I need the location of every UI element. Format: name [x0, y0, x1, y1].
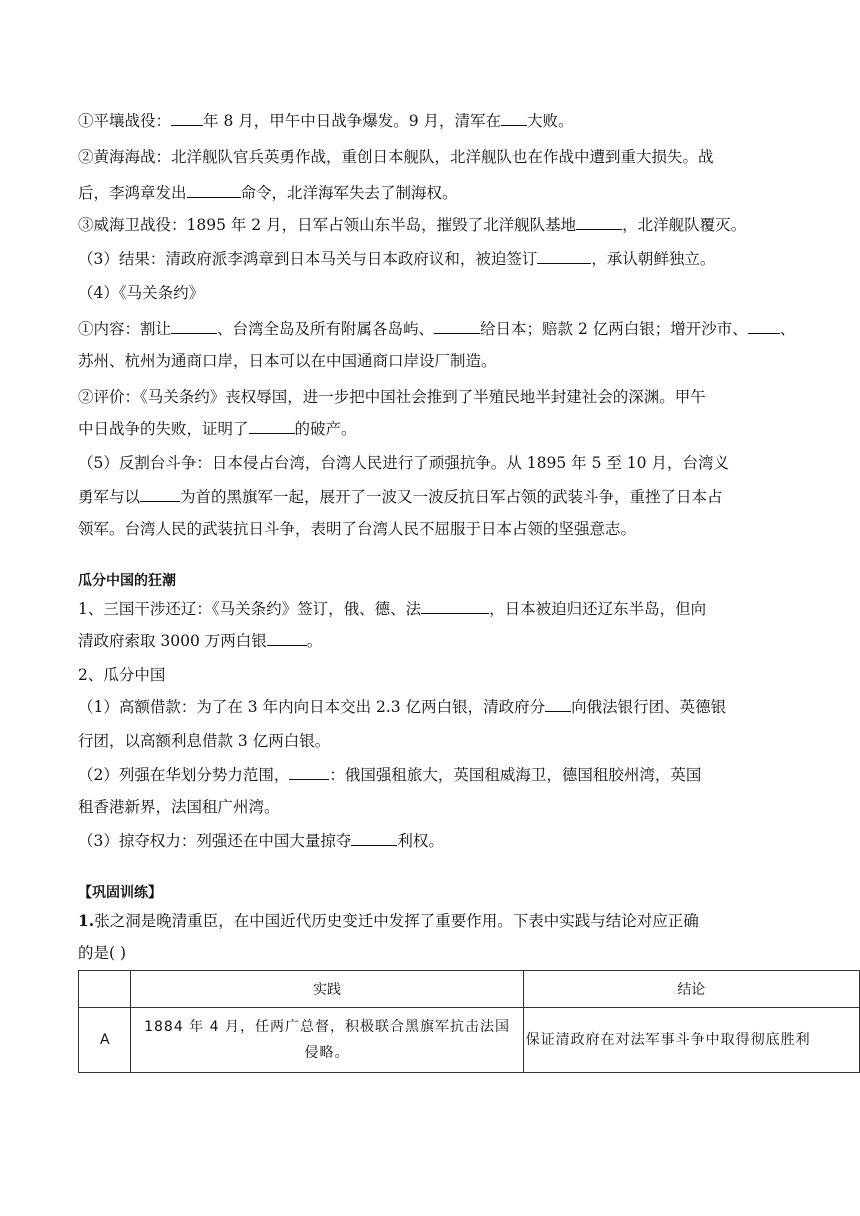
text: 中日战争的失败，证明了: [78, 420, 249, 438]
fill-blank[interactable]: [545, 696, 571, 712]
fill-blank[interactable]: [187, 182, 241, 198]
question-1-line-2: 的是( ): [78, 944, 127, 962]
text: 、台湾全岛及所有附属各岛屿、: [217, 320, 435, 338]
table-row: [79, 1008, 860, 1073]
fill-blank[interactable]: [537, 248, 591, 264]
sphere-line-1: [78, 764, 701, 786]
text: ，日本被迫归还辽东半岛，但向: [489, 600, 707, 618]
text: 勇军与以: [78, 488, 141, 506]
text: 给日本；赔款 2 亿两白银；增开沙市、: [480, 320, 748, 338]
fill-blank[interactable]: [748, 318, 780, 334]
huanghai-line-2: [78, 182, 458, 204]
fill-blank[interactable]: [171, 318, 217, 334]
text: ：俄国强租旅大，英国租威海卫，德国租胶州湾，英国: [329, 766, 702, 784]
text: 大败。: [527, 112, 574, 130]
text: （1）高额借款：为了在 3 年内向日本交出 2.3 亿两白银，清政府分: [78, 698, 546, 716]
fill-blank[interactable]: [171, 110, 203, 126]
fill-blank[interactable]: [140, 486, 180, 502]
question-text: 张之洞是晚清重臣，在中国近代历史变迁中发挥了重要作用。下表中实践与结论对应正确: [94, 912, 699, 930]
treaty-content-line-2: 苏州、杭州为通商口岸，日本可以在中国通商口岸设厂制造。: [78, 352, 497, 370]
question-1-line-1: [78, 910, 699, 932]
taiwan-line-1: （5）反割台斗争：日本侵占台湾，台湾人民进行了顽强抗争。从 1895 年 5 至 10 月，台湾义: [78, 454, 729, 472]
huanghai-line-1: ②黄海海战：北洋舰队官兵英勇作战，重创日本舰队，北洋舰队也在作战中遭到重大损失。战: [78, 148, 714, 166]
treaty-heading: （4）《马关条约》: [78, 284, 205, 302]
text: ③威海卫战役：1895 年 2 月，日军占领山东半岛，摧毁了北洋舰队基地: [78, 216, 577, 234]
practice-text-line: 侵略。: [304, 1045, 350, 1061]
option-label: A: [79, 1008, 131, 1073]
treaty-eval-line-1: ②评价：《马关条约》丧权辱国，进一步把中国社会推到了半殖民地半封建社会的深渊。甲午: [78, 388, 706, 406]
text: 的破产。: [294, 420, 357, 438]
taiwan-line-2: [78, 486, 723, 508]
practice-title: 【巩固训练】: [78, 885, 162, 901]
text: 1、三国干涉还辽：《马关条约》签订，俄、德、法: [78, 600, 422, 618]
text: ，北洋舰队覆灭。: [622, 216, 747, 234]
text: 向俄法银行团、英德银: [571, 698, 727, 716]
fill-blank[interactable]: [249, 418, 295, 434]
text: 命令，北洋海军失去了制海权。: [240, 184, 458, 202]
practice-cell: [131, 1008, 523, 1073]
text: ①内容：割让: [78, 320, 172, 338]
fill-blank[interactable]: [267, 630, 307, 646]
text: （2）列强在华划分势力范围，: [78, 766, 290, 784]
sphere-line-2: 租香港新界，法国租广州湾。: [78, 798, 280, 816]
text: （3）结果：清政府派李鸿章到日本马关与日本政府议和，被迫签订: [78, 250, 538, 268]
treaty-eval-line-2: [78, 418, 357, 440]
question-number: 1.: [78, 911, 95, 930]
fill-blank[interactable]: [351, 830, 397, 846]
text: ①平壤战役：: [78, 112, 172, 130]
partition-title: 瓜分中国的狂潮: [78, 573, 176, 589]
fill-blank[interactable]: [576, 214, 622, 230]
text: 、: [779, 320, 796, 338]
partition-item2: 2、瓜分中国: [78, 666, 166, 684]
text: 年 8 月，甲午中日战争爆发。9 月，清军在: [203, 112, 502, 130]
text: 利权。: [397, 832, 444, 850]
partition-item1-line-2: [78, 630, 322, 652]
fill-blank[interactable]: [434, 318, 480, 334]
text: ，承认朝鲜独立。: [591, 250, 716, 268]
practice-text-line: 1884 年 4 月，任两广总督，积极联合黑旗军抗击法国: [144, 1019, 510, 1035]
loan-line-2: 行团，以高额利息借款 3 亿两白银。: [78, 732, 331, 750]
treaty-content-line-1: [78, 318, 795, 340]
header-cell-empty: [79, 971, 131, 1008]
header-cell-practice: 实践: [131, 971, 523, 1008]
text: 为首的黑旗军一起，展开了一波又一波反抗日军占领的武装斗争，重挫了日本占: [180, 488, 723, 506]
question-table: [78, 970, 860, 1073]
rights-line: [78, 830, 444, 852]
taiwan-line-3: 领军。台湾人民的武装抗日斗争，表明了台湾人民不屈服于日本占领的坚强意志。: [78, 520, 637, 538]
header-cell-conclusion: 结论: [523, 971, 859, 1008]
text: 。: [306, 632, 323, 650]
table-header-row: [79, 971, 860, 1008]
conclusion-cell: 保证清政府在对法军事斗争中取得彻底胜利: [523, 1008, 859, 1073]
loan-line-1: [78, 696, 726, 718]
pingrang-line: [78, 110, 574, 132]
text: 清政府索取 3000 万两白银: [78, 632, 267, 650]
partition-item1-line-1: [78, 598, 706, 620]
result-line: [78, 248, 715, 270]
text: （3）掠夺权力：列强还在中国大量掠夺: [78, 832, 352, 850]
text: 后，李鸿章发出: [78, 184, 187, 202]
weihaiwei-line: [78, 214, 746, 236]
fill-blank[interactable]: [501, 110, 527, 126]
fill-blank[interactable]: [289, 764, 329, 780]
fill-blank[interactable]: [421, 598, 489, 614]
